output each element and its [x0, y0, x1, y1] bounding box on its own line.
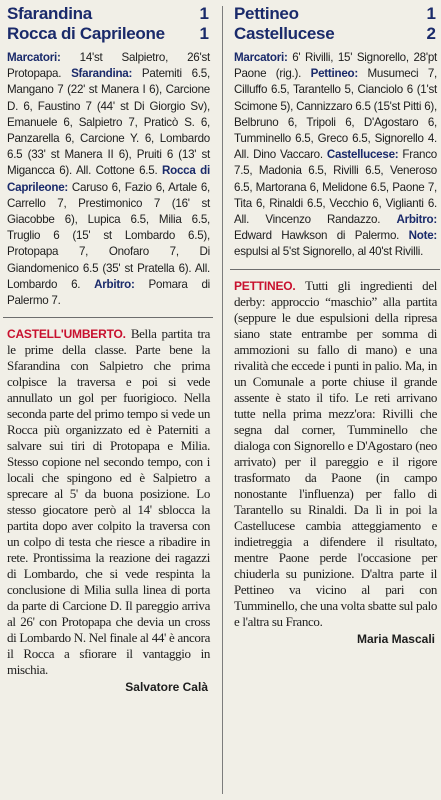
referee-text: Pomara di Palermo 7. [7, 277, 210, 308]
home-lineup-text: Patemiti 6.5, Mangano 7 (22' st Manera I 6), Carcione D. 6, Faustino 7 (44' st Di Giorgio Sv), Emanuele 6, Salpietro 7, Praticò S. 6, Panzarella 6, Carcione Y. 6, Lombardo 6.5 (33' st Manera II 6), Pruiti 6 (13' st Migancca 6). All. Cottone 6.5. [7, 67, 210, 178]
match-report-left [3, 0, 213, 694]
home-lineup-label: Sfarandina: [71, 67, 133, 81]
away-score: 1 [199, 24, 209, 43]
away-team: Rocca di Caprileone [7, 24, 165, 43]
away-lineup-text: Caruso 6, Fazio 6, Artale 6, Carrello 7, Prestimonico 7 (16' st Giacobbe 6), Lupica 6.5, Milia 6.5, Truglio 6 (15' st Lombardo 6.5), Protopapa 7, Onofaro 7, Di Giandomenico 6.5 (35' st Pratella 6). All. Lombardo 6. [7, 180, 210, 291]
home-lineup-label: Pettineo: [310, 67, 358, 81]
scorers-text: 14'st Salpietro, 26'st Protopapa. [7, 51, 210, 81]
home-score: 1 [426, 4, 436, 23]
home-team: Pettineo [234, 4, 299, 23]
section-divider [230, 269, 440, 270]
home-team: Sfarandina [7, 4, 92, 23]
match-header [3, 0, 213, 50]
home-lineup-text: Musumeci 7, Cilluffo 6.5, Tarantello 5, Cianciolo 6 (1'st Scimone 5), Cannizzaro 6.5 (15'st Pitti 6), Belbruno 6, Tripoli 6, D'Agostaro 6, Tumminello 6.5, Greco 6.5, Signorello 4. All. Dino Vaccaro. [234, 67, 437, 162]
away-lineup-text: Franco 7.5, Madonia 6.5, Rivilli 6.5, Veneroso 6.5, Martorana 6, Melidone 6.5, Paone 7, Tita 6, Rinaldi 6.5, Vecchio 6, Viglianti 6. All. Vincenzo Randazzo. [234, 148, 437, 227]
article-body [230, 278, 440, 630]
byline: Salvatore Calà [125, 680, 208, 695]
lineups-box [3, 50, 213, 309]
lineups-box [230, 50, 440, 261]
section-divider [3, 317, 213, 318]
article-body [3, 326, 213, 678]
notes-label: Note: [408, 229, 437, 243]
notes-text: espulsi al 5'st Signorello, al 40'st Rivilli. [234, 245, 424, 259]
byline: Maria Mascali [356, 631, 435, 646]
referee-text: Edward Hawkson di Palermo. [234, 229, 400, 243]
column-divider [222, 6, 223, 794]
referee-label: Arbitro: [94, 277, 135, 291]
scorers-label: Marcatori: [7, 51, 61, 64]
referee-label: Arbitro: [396, 213, 437, 227]
article-text: Bella partita tra le prime della classe. Parte bene la Sfarandina con Salpietro che prima colpisce la traversa e poi si vede annullato un gol per fuorigioco. Nella seconda parte del primo tempo si vede un Rocca più organizzato ed è Paterniti a salvare sui tiri di Protopapa e Milia. Stesso copione nel secondo tempo, con i locali che spingono ed è Salpietro a sprecare al 5' da buona posizione. Lo stesso giocatore però al 14' sblocca la partita dopo aver colpito la traversa con un colpo di testa che riesce a ribadire in rete. Prontissima la reazione dei ragazzi di Lombardo, che si vede respinta la conclusione di Milia sulla linea di porta da parte di Carcione D. Il pareggio arriva al 26' con Protopapa che devia un cross di Lombardo N. Nel finale al 44' è ancora il Rocca a sfiorare il vantaggio in mischia. [7, 326, 210, 678]
home-score: 1 [199, 4, 209, 23]
away-score: 2 [426, 24, 436, 43]
away-lineup-label: Rocca di Caprileone: [7, 164, 210, 194]
scorers-label: Marcatori: [234, 51, 288, 64]
scorers-text: 6' Rivilli, 15' Signorello, 28'pt Paone (rig.). [234, 51, 437, 81]
away-lineup-label: Castellucese: [326, 148, 399, 162]
match-header [230, 0, 440, 50]
away-team: Castellucese [234, 24, 335, 43]
match-report-right [230, 0, 440, 646]
article-text: Tutti gli ingredienti del derby: approccio “maschio” alla partita (seppure le due espulsioni della ripresa siano state entrambe per somma di ammozioni su fallo di mano) e una rivalità che eccede i punti in palio. Ma, in un Comunale a porte chiuse il grande assente è stato il tifo. Le reti arrivano tutte nella prima mezz'ora: Rivilli che segna dal corner, Tumminello che dialoga con Signorello e D'Agostaro (neo arrivato) per il pareggio e il rigore trasformato da Paone (in campo nonostante l'influenza) per fallo di Tarantello su Rinaldi. Da lì in poi la Castellucese cambia atteggiamento e indietreggia a difendere il risultato, mentre Paone perde l'occasione per chiuderla su punizione. D'altra parte il Pettineo va vicino al pari con Tumminello, che una volta sbatte sul palo e l'altra su Franco. [234, 277, 437, 629]
article-kicker: CASTELL'UMBERTO. [7, 327, 126, 342]
article-kicker: PETTINEO. [234, 278, 296, 293]
